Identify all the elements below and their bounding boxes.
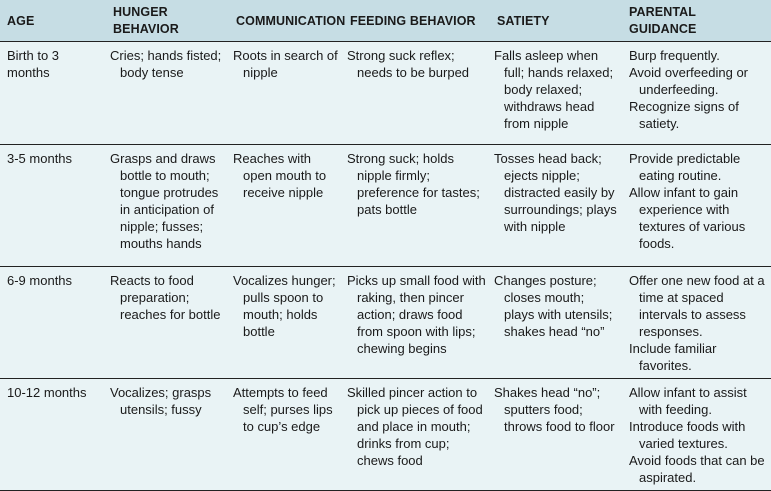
feeding-cell: Strong suck; holds nipple firmly; preference for tastes; pats bottle: [347, 151, 480, 217]
table-row: [0, 42, 771, 145]
guidance-cell: [622, 379, 771, 491]
header-communication: COMMUNICATION: [236, 13, 346, 28]
feeding-cell: Strong suck reflex; needs to be burped: [347, 48, 470, 80]
communication-cell: Reaches with open mouth to receive nipple: [233, 151, 327, 200]
hunger-cell: Cries; hands fisted; body tense: [110, 48, 222, 80]
guidance-item: Include familiar favorites.: [629, 341, 717, 373]
communication-cell: Attempts to feed self; purses lips to cup’s edge: [233, 385, 333, 434]
age-cell: 3-5 months: [7, 151, 73, 166]
satiety-cell: Tosses head back; ejects nipple; distracted easily by surroundings; plays with nipple: [494, 151, 617, 234]
age-cell: Birth to 3 months: [7, 48, 60, 80]
header-satiety: SATIETY: [497, 13, 550, 28]
header-hunger-behavior: HUNGER BEHAVIOR: [113, 5, 179, 36]
guidance-item: Provide predictable eating routine.: [629, 151, 741, 183]
hunger-cell: Vocalizes; grasps utensils; fussy: [110, 385, 212, 417]
hunger-cell: Grasps and draws bottle to mouth; tongue protrudes in anticipation of nipple; fusses; mouths hands: [110, 151, 219, 251]
satiety-cell: Changes posture; closes mouth; plays with utensils; shakes head “no”: [494, 273, 613, 339]
guidance-item: Introduce foods with varied textures.: [629, 419, 746, 451]
header-parental-guidance: PARENTAL GUIDANCE: [629, 5, 697, 36]
table-header: [0, 0, 771, 42]
guidance-cell: [622, 267, 771, 379]
age-cell: 10-12 months: [7, 385, 87, 400]
guidance-item: Burp frequently.: [629, 48, 720, 63]
guidance-item: Avoid overfeeding or underfeeding.: [629, 65, 749, 97]
header-row: [0, 0, 771, 42]
table-body: [0, 42, 771, 491]
guidance-item: Recognize signs of satiety.: [629, 99, 739, 131]
guidance-item: Allow infant to gain experience with textures of various foods.: [629, 185, 746, 251]
header-age: AGE: [7, 13, 35, 28]
table-row: [0, 267, 771, 379]
guidance-item: Offer one new food at a time at spaced intervals to assess responses.: [629, 273, 765, 339]
guidance-item: Allow infant to assist with feeding.: [629, 385, 747, 417]
hunger-cell: Reacts to food preparation; reaches for bottle: [110, 273, 221, 322]
communication-cell: Vocalizes hunger; pulls spoon to mouth; holds bottle: [233, 273, 336, 339]
header-feeding-behavior: FEEDING BEHAVIOR: [350, 13, 476, 28]
table-row: [0, 379, 771, 491]
satiety-cell: Shakes head “no”; sputters food; throws food to floor: [494, 385, 615, 434]
guidance-item: Avoid foods that can be aspirated.: [629, 453, 765, 485]
age-cell: 6-9 months: [7, 273, 73, 288]
feeding-cell: Skilled pincer action to pick up pieces of food and place in mouth; drinks from cup; chews food: [347, 385, 483, 468]
satiety-cell: Falls asleep when full; hands relaxed; body relaxed; withdraws head from nipple: [494, 48, 614, 131]
communication-cell: Roots in search of nipple: [233, 48, 338, 80]
feeding-cell: Picks up small food with raking, then pincer action; draws food from spoon with lips; chewing begins: [347, 273, 486, 356]
guidance-cell: [622, 42, 771, 145]
table-row: [0, 145, 771, 267]
guidance-cell: [622, 145, 771, 267]
